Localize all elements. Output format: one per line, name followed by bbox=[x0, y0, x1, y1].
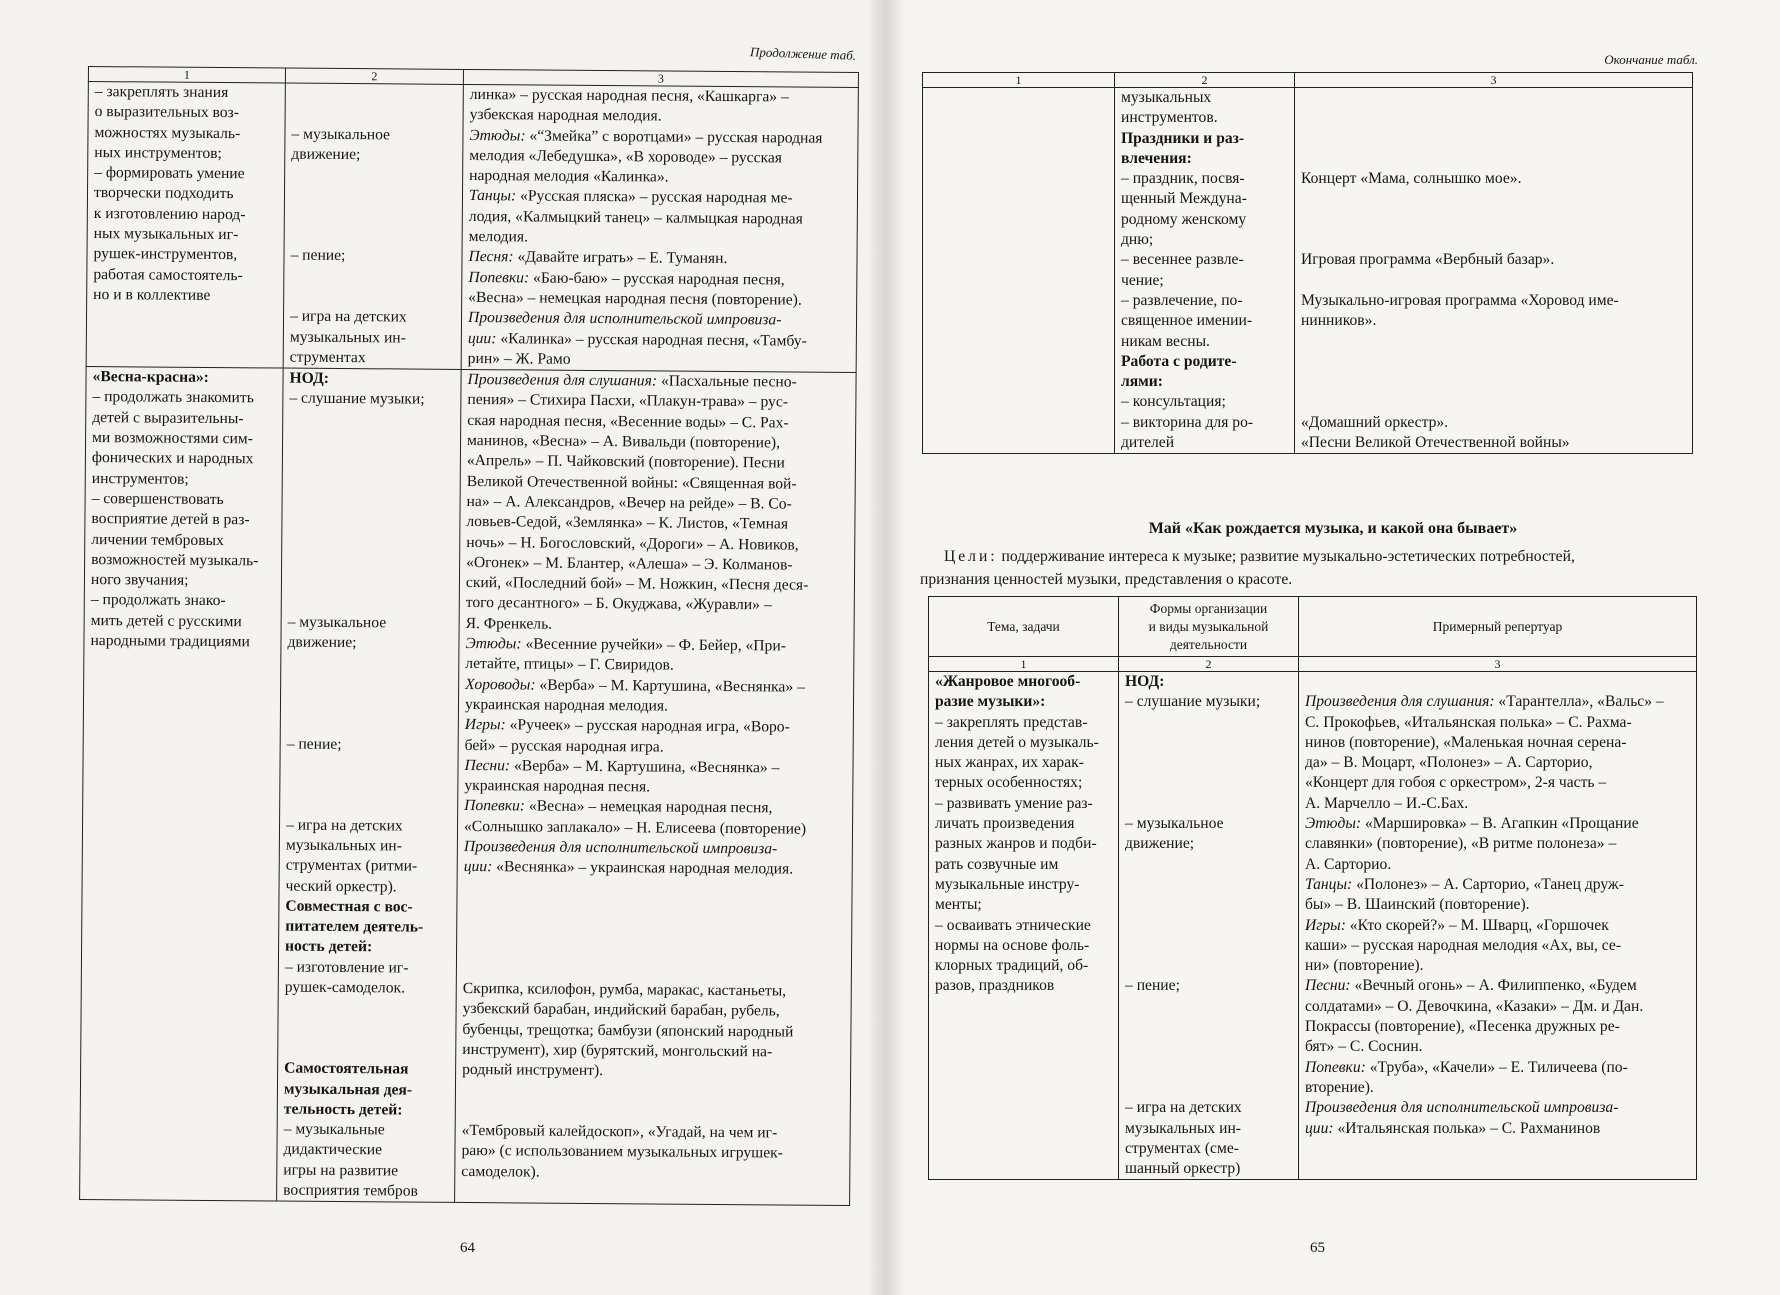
col-number: 3 bbox=[1299, 657, 1697, 672]
cell-text: «Русская пляска» – русская народная ме- bbox=[516, 187, 793, 208]
cell-text: «Маршировка» – В. Агапкин «Прощание bbox=[1361, 815, 1639, 833]
genre-label: Произведения для исполнительской импровиза- bbox=[1305, 1099, 1619, 1117]
col-number: 3 bbox=[1295, 73, 1693, 88]
col-number: 1 bbox=[929, 657, 1119, 672]
col-number: 2 bbox=[1119, 657, 1299, 672]
cell-line: узбекский барабан, индийский барабан, рубель, bbox=[462, 1000, 780, 1020]
genre-label: Песни: bbox=[1305, 977, 1351, 995]
cell-line: Я. Френкель. bbox=[465, 614, 553, 633]
topic-cell bbox=[80, 367, 284, 1202]
cell-text: «Калинка» – русская народная песня, «Тамбу- bbox=[496, 329, 807, 350]
cell-line bbox=[1305, 814, 1690, 834]
goals-line bbox=[920, 546, 1575, 568]
cell-line: «Тембровый калейдоскоп», «Угадай, на чем иг- bbox=[461, 1122, 778, 1142]
cell-line: А. Сарторио. bbox=[1305, 855, 1392, 873]
topic-title: «Жанровое многооб- bbox=[935, 673, 1081, 690]
cell-line: – формировать умение bbox=[94, 164, 245, 183]
cell-text: «Труба», «Качели» – Е. Тиличеева (по- bbox=[1365, 1058, 1628, 1076]
section-title: Май «Как рождается музыка, и какой она бывает» bbox=[1148, 520, 1518, 537]
cell-line: нормы на основе фоль- bbox=[935, 936, 1090, 954]
cell-line bbox=[1305, 875, 1690, 895]
page-number: 64 bbox=[460, 1240, 475, 1256]
column-number-row bbox=[923, 73, 1693, 88]
cell-line: – музыкальное bbox=[1125, 815, 1224, 833]
col-number: 2 bbox=[285, 68, 463, 84]
cell-line: ночь» – Н. Богословский, «Дороги» – А. Новиков, bbox=[466, 533, 799, 554]
cell-line: струментах (ритми- bbox=[285, 856, 418, 875]
topic-cell bbox=[86, 82, 285, 369]
left-page bbox=[0, 0, 887, 1295]
cell-line bbox=[469, 126, 851, 149]
cell-line: струментах (сме- bbox=[1125, 1139, 1239, 1157]
cell-line: но и в коллективе bbox=[93, 286, 211, 304]
genre-label: Песня: bbox=[468, 248, 514, 266]
cell-line: музыкальных ин- bbox=[289, 328, 406, 347]
cell-text: «Пасхальные песно- bbox=[657, 372, 797, 391]
nod-title: НОД: bbox=[289, 369, 330, 388]
genre-label: Этюды: bbox=[469, 126, 526, 145]
cell-line: ных инструментов; bbox=[94, 143, 222, 162]
cell-text: «“Змейка” с воротцами» – русская народная bbox=[525, 127, 823, 147]
goals-line: признания ценностей музыки, представления о красоте. bbox=[920, 571, 1293, 588]
cell-line: личении тембровых bbox=[91, 530, 224, 549]
cell-text: «Весенние ручейки» – Ф. Бейер, «При- bbox=[521, 635, 787, 655]
cell-line: вторение). bbox=[1305, 1078, 1374, 1096]
running-head: Продолжение таб. bbox=[749, 44, 857, 63]
cell-line bbox=[469, 186, 851, 209]
col-number: 3 bbox=[463, 69, 858, 87]
repertoire-table-end bbox=[922, 72, 1693, 454]
cell-line bbox=[1305, 1098, 1690, 1118]
cell-line: – праздник, посвя- bbox=[1121, 170, 1245, 188]
cell-line: – пение; bbox=[1125, 977, 1180, 995]
topic-cell bbox=[923, 88, 1115, 454]
cell-line bbox=[468, 329, 850, 352]
cell-line: нинов (повторение), «Маленькая ночная серена- bbox=[1305, 733, 1627, 751]
cell-line: – игра на детских bbox=[285, 816, 403, 835]
topic-title: разие музыки»: bbox=[935, 693, 1046, 711]
section-subtitle: Работа с родите- bbox=[1121, 352, 1237, 370]
cell-line: рать созвучные им bbox=[935, 855, 1059, 873]
cell-line: летайте, птицы» – Г. Свиридов. bbox=[465, 655, 674, 674]
cell-line: солдатами» – О. Девочкина, «Казаки» – Дм. и Дан. bbox=[1305, 997, 1644, 1015]
nod-title: НОД: bbox=[1125, 673, 1165, 690]
cell-line: музыкальных ин- bbox=[1125, 1119, 1241, 1137]
cell-line: «Домашний оркестр». bbox=[1301, 413, 1449, 431]
cell-line: дню; bbox=[1121, 231, 1154, 249]
cell-line: ская народная песня, «Весенние воды» – С. Рах- bbox=[467, 411, 789, 432]
cell-line: терных особенностях; bbox=[935, 774, 1083, 792]
cell-line bbox=[465, 675, 847, 698]
cell-line: Покрассы (повторение), «Песенка дружных ре- bbox=[1305, 1018, 1620, 1036]
cell-line: щенный Междуна- bbox=[1121, 190, 1247, 208]
cell-line: – изготовление иг- bbox=[284, 958, 409, 977]
section-subtitle: музыкальная дея- bbox=[283, 1080, 413, 1099]
section-subtitle: влечения: bbox=[1121, 149, 1192, 167]
cell-line: Игровая программа «Вербный базар». bbox=[1301, 251, 1555, 269]
cell-line: дителей bbox=[1121, 434, 1175, 452]
cell-line: можностях музыкаль- bbox=[94, 123, 241, 142]
cell-text: «Полонез» – А. Сарторио, «Танец друж- bbox=[1352, 875, 1624, 893]
cell-line: – продолжать знако- bbox=[90, 591, 226, 610]
cell-text: «Ручеек» – русская народная игра, «Воро- bbox=[505, 716, 790, 736]
cell-line: – музыкальное bbox=[287, 613, 387, 632]
cell-line: – продолжать знакомить bbox=[92, 388, 254, 407]
genre-label: Хороводы: bbox=[465, 675, 536, 694]
cell-line: никам весны. bbox=[1121, 332, 1210, 350]
cell-line: родному женскому bbox=[1121, 210, 1247, 228]
cell-line bbox=[465, 715, 847, 738]
genre-label: Попевки: bbox=[464, 797, 526, 815]
cell-line: «Солнышко заплакало» – Н. Елисеева (повторение) bbox=[463, 817, 807, 838]
section-subtitle: Самостоятельная bbox=[284, 1059, 409, 1078]
cell-text: «Кто скорей?» – М. Шварц, «Горшочек bbox=[1345, 916, 1609, 934]
cell-text: «Вечный огонь» – А. Филиппенко, «Будем bbox=[1350, 977, 1637, 995]
cell-text: «Верба» – М. Картушина, «Веснянка» – bbox=[510, 757, 780, 777]
cell-line: родный инструмент). bbox=[462, 1061, 604, 1080]
cell-line: ления детей о музыкаль- bbox=[935, 733, 1099, 751]
cell-line: – слушание музыки; bbox=[289, 390, 425, 409]
section-subtitle: Праздники и раз- bbox=[1121, 129, 1245, 147]
cell-line: узбекская народная мелодия. bbox=[469, 106, 662, 125]
col-number: 1 bbox=[923, 73, 1115, 88]
cell-line: чение; bbox=[1121, 271, 1164, 289]
cell-line: творчески подходить bbox=[93, 184, 234, 203]
cell-line: – слушание музыки; bbox=[1125, 693, 1261, 711]
cell-line: ми возможностями сим- bbox=[92, 429, 253, 448]
header-repertoire: Примерный репертуар bbox=[1299, 597, 1697, 657]
repertoire-cell bbox=[1299, 672, 1697, 1180]
genre-label: Произведения для исполнительской импровиза- bbox=[467, 309, 782, 329]
table-row bbox=[80, 367, 857, 1206]
goals-text: поддерживание интереса к музыке; развитие музыкально-эстетических потребностей, bbox=[997, 548, 1575, 565]
topic-title: «Весна-красна»: bbox=[92, 368, 209, 387]
cell-line: – пение; bbox=[286, 735, 342, 753]
genre-label: ции: bbox=[463, 858, 493, 876]
cell-line: самоделок). bbox=[461, 1162, 540, 1181]
cell-line: бубенцы, трещотка; бамбузи (японский народный bbox=[462, 1020, 794, 1041]
cell-line: возможностей музыкаль- bbox=[91, 550, 259, 570]
cell-line: работая самостоятель- bbox=[93, 265, 243, 284]
cell-line: народными традициями bbox=[90, 632, 250, 651]
cell-line: музыкальные инстру- bbox=[935, 875, 1080, 893]
cell-line: движение; bbox=[1125, 835, 1195, 853]
cell-line: – развивать умение раз- bbox=[935, 794, 1093, 812]
repertoire-table-continued bbox=[79, 66, 859, 1206]
cell-line: фонических и народных bbox=[91, 449, 254, 468]
cell-line: – музыкальные bbox=[283, 1120, 385, 1139]
genre-label: Игры: bbox=[1305, 916, 1346, 934]
cell-line: ных жанрах, их харак- bbox=[935, 754, 1084, 772]
genre-label: ции: bbox=[1305, 1119, 1334, 1137]
cell-line: «Концерт для гобоя с оркестром», 2-я часть – bbox=[1305, 774, 1607, 792]
genre-label: Танцы: bbox=[1305, 875, 1353, 893]
cell-line: мелодия. bbox=[468, 228, 529, 246]
cell-line: движение; bbox=[287, 633, 357, 652]
forms-cell bbox=[1119, 672, 1299, 1180]
genre-label: Игры: bbox=[464, 716, 506, 734]
col-number: 1 bbox=[88, 67, 285, 84]
cell-line: рушек-инструментов, bbox=[93, 245, 238, 264]
cell-line: «Весна» – немецкая народная песня (повторение). bbox=[468, 288, 802, 309]
cell-line: струментах bbox=[289, 348, 366, 367]
cell-line: шанный оркестр) bbox=[1125, 1160, 1241, 1178]
cell-line: «Песни Великой Отечественной войны» bbox=[1301, 434, 1570, 452]
cell-line: пения» – Стихира Пасхи, «Плакун-трава» – рус- bbox=[467, 391, 789, 411]
cell-line: – осваивать этнические bbox=[935, 916, 1091, 934]
cell-line bbox=[1305, 976, 1690, 996]
cell-line: Музыкально-игровая программа «Хоровод име- bbox=[1301, 291, 1619, 309]
cell-line: да» – В. Моцарт, «Полонез» – А. Сарторио, bbox=[1305, 754, 1593, 772]
cell-line: музыкальных bbox=[1121, 89, 1212, 106]
cell-line: мелодия «Лебедушка», «В хороводе» – русская bbox=[469, 146, 783, 167]
section-subtitle: питателем деятель- bbox=[285, 917, 424, 936]
cell-line: на» – А. Александров, «Вечер на рейде» – В. Со- bbox=[466, 492, 792, 513]
cell-line: линка» – русская народная песня, «Кашкарга» – bbox=[469, 85, 789, 106]
cell-line: – развлечение, по- bbox=[1121, 291, 1243, 309]
topic-cell bbox=[929, 672, 1119, 1180]
cell-line: ных музыкальных иг- bbox=[93, 225, 239, 244]
cell-text: «Верба» – М. Картушина, «Веснянка» – bbox=[535, 676, 805, 696]
cell-line bbox=[1305, 916, 1690, 936]
cell-line: каши» – русская народная мелодия «Ах, вы, се- bbox=[1305, 936, 1622, 954]
cell-line: А. Марчелло – И.-С.Бах. bbox=[1305, 794, 1469, 812]
header-topic: Тема, задачи bbox=[929, 597, 1119, 657]
cell-line: мить детей с русскими bbox=[90, 611, 242, 630]
cell-line: движение; bbox=[291, 145, 361, 164]
section-subtitle: тельность детей: bbox=[283, 1100, 403, 1119]
cell-line: – игра на детских bbox=[1125, 1099, 1242, 1117]
section-subtitle: лями: bbox=[1121, 373, 1163, 391]
cell-line: ни» (повторение). bbox=[1305, 957, 1424, 975]
cell-line: того десантного» – Б. Окуджава, «Журавли» – bbox=[465, 594, 772, 614]
cell-line: – пение; bbox=[290, 246, 346, 265]
cell-line: бят» – С. Соснин. bbox=[1305, 1038, 1423, 1056]
header-line: и виды музыкальной bbox=[1148, 618, 1269, 634]
forms-cell bbox=[277, 368, 462, 1203]
cell-line: бей» – русская народная игра. bbox=[464, 736, 664, 756]
cell-line: лодия, «Калмыцкий танец» – калмыцкая народная bbox=[468, 207, 803, 228]
cell-line: менты; bbox=[935, 896, 982, 914]
genre-label: Попевки: bbox=[1305, 1058, 1366, 1076]
genre-label: Произведения для слушания: bbox=[1305, 693, 1495, 711]
cell-line bbox=[468, 247, 850, 270]
cell-line: – музыкальное bbox=[291, 125, 391, 143]
table-row bbox=[86, 82, 858, 373]
repertoire-cell bbox=[455, 370, 857, 1206]
cell-line: к изготовлению народ- bbox=[93, 204, 246, 224]
repertoire-cell bbox=[1295, 88, 1693, 454]
cell-line: раю» (с использованием музыкальных игрушек- bbox=[461, 1142, 783, 1162]
cell-line: разов, праздников bbox=[935, 977, 1055, 995]
genre-label: Танцы: bbox=[468, 187, 517, 205]
header-line: Формы организации bbox=[1149, 600, 1268, 616]
cell-line bbox=[1305, 1058, 1690, 1078]
cell-line: Великой Отечественной войны: «Священная вой- bbox=[466, 472, 797, 493]
cell-line: клорных традиций, об- bbox=[935, 957, 1089, 975]
header-row bbox=[929, 597, 1697, 657]
repertoire-cell bbox=[461, 84, 858, 372]
cell-line bbox=[1305, 1119, 1690, 1139]
cell-line: игры на развитие bbox=[283, 1161, 399, 1180]
forms-cell bbox=[1115, 88, 1295, 454]
page-number: 65 bbox=[1310, 1240, 1325, 1256]
cell-line: бы» – В. Шаинский (повторение). bbox=[1305, 896, 1530, 914]
cell-line: славянки» (повторение), «В ритме полонеза» – bbox=[1305, 835, 1617, 853]
cell-line: – игра на детских bbox=[289, 307, 407, 326]
cell-line: о выразительных воз- bbox=[94, 103, 240, 122]
genre-label: ции: bbox=[467, 329, 497, 347]
forms-cell bbox=[283, 83, 463, 370]
cell-line: ский, «Последний бой» – М. Ножкин, «Песня деся- bbox=[465, 574, 809, 594]
cell-line: – закреплять знания bbox=[94, 83, 229, 102]
cell-line: инструментов; bbox=[91, 469, 189, 488]
cell-line: восприятия тембров bbox=[283, 1181, 418, 1200]
cell-line: – консультация; bbox=[1121, 393, 1226, 411]
header-forms bbox=[1119, 597, 1299, 657]
cell-line: инструмент), хир (бурятский, монгольский на- bbox=[462, 1040, 773, 1061]
right-page bbox=[886, 0, 1780, 1295]
genre-label: Попевки: bbox=[468, 268, 530, 287]
cell-line: ловьев-Седой, «Землянка» – К. Листов, «Темная bbox=[466, 513, 789, 533]
genre-label: Этюды: bbox=[465, 634, 522, 653]
section-subtitle: Совместная с вос- bbox=[285, 897, 413, 916]
cell-text: «Весна» – немецкая народная песня, bbox=[524, 797, 773, 817]
cell-line: рин» – Ж. Рамо bbox=[467, 349, 571, 368]
genre-label: Произведения для исполнительской импровиза- bbox=[463, 837, 778, 858]
cell-text: «Баю-баю» – русская народная песня, bbox=[529, 269, 785, 289]
cell-line: украинская народная мелодия. bbox=[464, 695, 669, 715]
running-head: Окончание табл. bbox=[1604, 52, 1698, 67]
cell-line: – викторина для ро- bbox=[1121, 413, 1254, 431]
cell-line: С. Прокофьев, «Итальянская полька» – С. Рахма- bbox=[1305, 713, 1632, 731]
cell-line: священное имении- bbox=[1121, 312, 1253, 330]
column-number-row bbox=[929, 657, 1697, 672]
cell-text: «Тарантелла», «Вальс» – bbox=[1494, 693, 1664, 711]
cell-line: «Апрель» – П. Чайковский (повторение). Песни bbox=[466, 452, 785, 472]
cell-line: манинов, «Весна» – А. Вивальди (повторение), bbox=[467, 432, 781, 452]
cell-line: музыкальных ин- bbox=[285, 836, 402, 855]
genre-label: Этюды: bbox=[1305, 815, 1362, 833]
cell-line: «Огонек» – М. Блантер, «Алеша» – Э. Колманов- bbox=[466, 553, 793, 574]
table-row bbox=[923, 88, 1693, 454]
cell-line: детей с выразительны- bbox=[92, 408, 244, 427]
cell-line: украинская народная песня. bbox=[464, 777, 651, 796]
cell-line: Концерт «Мама, солнышко мое». bbox=[1301, 170, 1522, 188]
cell-line: – весеннее развле- bbox=[1121, 251, 1244, 269]
cell-line: личать произведения bbox=[935, 815, 1075, 833]
cell-line: ческий оркестр). bbox=[285, 877, 397, 896]
cell-line: разных жанров и подби- bbox=[935, 835, 1097, 853]
genre-label: Произведения для слушания: bbox=[467, 371, 658, 390]
cell-line: нинников». bbox=[1301, 312, 1377, 330]
cell-text: «Веснянка» – украинская народная мелодия. bbox=[492, 858, 794, 878]
cell-line: инструментов. bbox=[1121, 109, 1218, 127]
cell-line: восприятие детей в раз- bbox=[91, 510, 250, 529]
cell-line bbox=[464, 796, 846, 819]
cell-line: рушек-самоделок. bbox=[284, 978, 406, 997]
section-subtitle: ность детей: bbox=[285, 938, 373, 956]
genre-label: Песни: bbox=[464, 756, 511, 775]
may-repertoire-table bbox=[928, 596, 1697, 1180]
cell-line bbox=[464, 857, 846, 880]
table-row bbox=[929, 672, 1697, 1180]
cell-line: народная мелодия «Калинка». bbox=[469, 167, 669, 186]
cell-line bbox=[1305, 692, 1690, 712]
header-line: деятельности bbox=[1169, 636, 1248, 652]
cell-line bbox=[468, 308, 850, 331]
cell-line: Скрипка, ксилофон, румба, маракас, кастаньеты, bbox=[462, 980, 787, 1000]
cell-text: «Итальянская полька» – С. Рахманинов bbox=[1333, 1119, 1601, 1137]
cell-line: – закреплять представ- bbox=[935, 713, 1088, 731]
cell-line: ного звучания; bbox=[90, 571, 189, 589]
col-number: 2 bbox=[1115, 73, 1295, 88]
cell-text: «Давайте играть» – Е. Туманян. bbox=[513, 248, 728, 268]
cell-line: дидактические bbox=[283, 1141, 383, 1159]
cell-line: – совершенствовать bbox=[91, 489, 224, 509]
goals-label: Цели: bbox=[944, 548, 998, 565]
